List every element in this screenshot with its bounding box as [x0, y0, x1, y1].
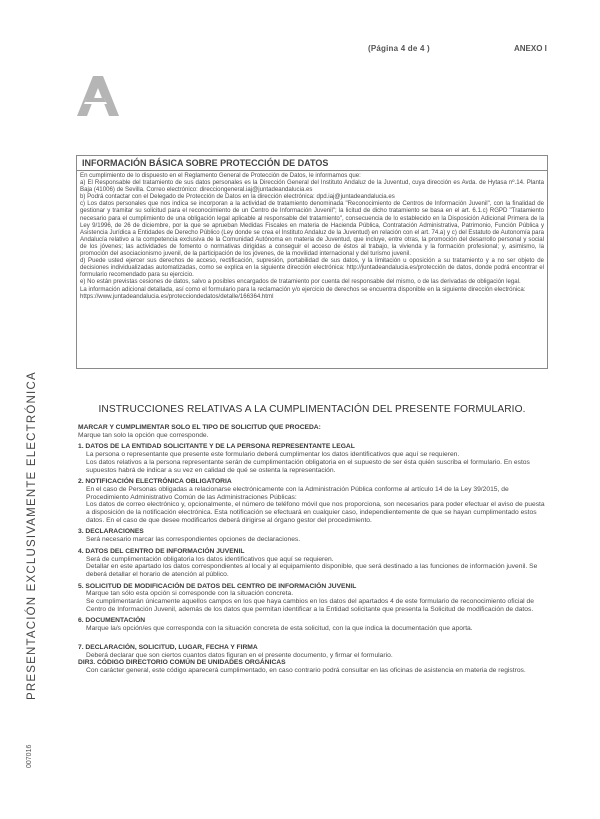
instruction-section: [78, 644, 548, 659]
instructions-title: INSTRUCCIONES RELATIVAS A LA CUMPLIMENTACIÓN DEL PRESENTE FORMULARIO.: [98, 404, 526, 415]
annex-label: ANEXO I: [514, 44, 547, 53]
protection-paragraph: En cumplimiento de lo dispuesto en el Reglamento General de Protección de Datos, le informamos que:: [80, 172, 361, 179]
instruction-section: [78, 617, 548, 632]
instruction-heading: 5. SOLICITUD DE MODIFICACIÓN DE DATOS DEL CENTRO DE INFORMACIÓN JUVENIL: [78, 582, 357, 590]
protection-paragraph: b) Podrá contactar con el Delegado de Protección de Datos en la dirección electrónica: dpd.iaj@juntadeandalucia.es: [80, 193, 395, 201]
instruction-text: Será de cumplimentación obligatoria los datos identificativos que aquí se requieren.: [86, 555, 334, 563]
instruction-text: Marque la/s opción/es que corresponda con la situación concreta de esta solicitud, con la que indica la documentación que aporta.: [86, 625, 473, 633]
instruction-text: Detallar en este apartado los datos correspondientes al local y al equipamiento disponible, que será destinado a las funciones de información juvenil. Se deberá detallar el horario de atención al público.: [86, 563, 538, 578]
instruction-heading: 6. DOCUMENTACIÓN: [78, 617, 146, 625]
instruction-text: La persona o representante que presente este formulario deberá cumplimentar los datos identificativos que aquí se requieren.: [86, 451, 460, 459]
instruction-heading: 2. NOTIFICACIÓN ELECTRÓNICA OBLIGATORIA: [78, 478, 232, 486]
protection-paragraph: e) No están previstas cesiones de datos, salvo a posibles encargados de tratamiento por cuenta del responsable del mismo, o de las derivadas de obligación legal.: [80, 278, 521, 286]
instruction-text: Marque tan sólo esta opción si corresponde con la situación concreta.: [86, 590, 294, 598]
instruction-section: [78, 528, 548, 543]
form-code: 007016: [26, 744, 33, 768]
data-protection-title: INFORMACIÓN BÁSICA SOBRE PROTECCIÓN DE DATOS: [77, 156, 547, 171]
instruction-text: Deberá declarar que son ciertos cuantos datos figuran en el presente documento, y firmar el formulario.: [86, 651, 393, 659]
instruction-heading: 4. DATOS DEL CENTRO DE INFORMACIÓN JUVENIL: [78, 547, 245, 555]
instruction-section: [78, 659, 548, 674]
instruction-section: [78, 478, 548, 524]
instruction-text: Se cumplimentarán únicamente aquellos campos en los que haya cambios en los datos del apartados 4 de este formulario de reconocimiento oficial de Centro de Información Juvenil, además de los datos que permitan identificar a la Entidad solicitante que presenta la Solicitud de modificación de datos.: [86, 598, 534, 613]
instruction-text: Con carácter general, este código aparecerá cumplimentado, en caso contrario podrá consultar en las oficinas de asistencia en materia de registros.: [86, 666, 526, 674]
junta-andalucia-logo: [76, 74, 120, 118]
instruction-text: Será necesario marcar las correspondientes opciones de declaraciones.: [86, 536, 301, 544]
vertical-presentation-label: PRESENTACIÓN EXCLUSIVAMENTE ELECTRÓNICA: [26, 371, 38, 700]
instruction-text: Los datos de correo electrónico y, opcionalmente, el número de teléfono móvil que nos proporciona, son necesarios para poder efectuar el aviso de puesta a disposición de la notificación electrónica. Esta notificación se efectuará en cualquier caso, independientemente de que se hayan cumplimentado estos datos. En el caso de que desee modificarlos deberá dirigirse al órgano gestor del procedimiento.: [86, 501, 545, 524]
protection-paragraph: La información adicional detallada, así como el formulario para la reclamación y/o ejercicio de derechos se encuentra disponible en la siguiente dirección electrónica:: [80, 285, 526, 293]
data-protection-body: [77, 171, 547, 300]
instruction-heading: 7. DECLARACIÓN, SOLICITUD, LUGAR, FECHA Y FIRMA: [78, 643, 258, 651]
instruction-text: Marque tan solo la opción que corresponde.: [78, 431, 209, 439]
instruction-heading: 3. DECLARACIONES: [78, 528, 144, 536]
instruction-text: Los datos relativos a la persona representante serán de cumplimentación obligatoria en el supuesto de ser ésta quién suscriba el formulario. En estos supuestos habrá de indicar a su vez en calidad de qué se ostenta la representación.: [86, 458, 530, 474]
instruction-heading: MARCAR Y CUMPLIMENTAR SOLO EL TIPO DE SOLICITUD QUE PROCEDA:: [78, 424, 321, 431]
instruction-heading: DIR3. CÓDIGO DIRECTORIO COMÚN DE UNIDADES ORGÁNICAS: [78, 659, 286, 667]
instruction-section: [78, 424, 548, 439]
instruction-heading: 1. DATOS DE LA ENTIDAD SOLICITANTE Y DE LA PERSONA REPRESENTANTE LEGAL: [78, 443, 355, 451]
instruction-text: En el caso de Personas obligadas a relacionarse electrónicamente con la Administración Pública conforme al artículo 14 de la Ley 39/2015, de Procedimiento Administrativo Común de las Administraciones Públicas:: [86, 485, 509, 501]
protection-paragraph: d) Puede usted ejercer sus derechos de acceso, rectificación, supresión, portabilidad de sus datos, y la limitación u oposición a su tratamiento y a no ser objeto de decisiones individualizadas automatizadas, como se explica en la siguiente dirección electrónica: http://juntadeandalucia.es/protección de datos, donde podrá encontrar el formulario recomendado para su ejercicio.: [80, 257, 544, 279]
instruction-section: [78, 548, 548, 579]
protection-paragraph: a) El Responsable del tratamiento de sus datos personales es la Dirección General del Instituto Andaluz de la Juventud, cuya dirección es Avda. de Hytasa nº.14. Planta Baja (41006) de Sevilla. Correo electrónico: direcciongeneral.iaj@juntadeandalucia.es: [80, 179, 544, 194]
protection-link[interactable]: https://www.juntadeandalucia.es/protecciondedatos/detalle/166364.html: [80, 292, 274, 300]
instruction-section: [78, 443, 548, 474]
data-protection-box: [76, 155, 548, 369]
page-indicator: (Página 4 de 4 ): [368, 44, 430, 53]
instruction-section: [78, 583, 548, 614]
instructions-list: [78, 424, 548, 679]
protection-paragraph: c) Los datos personales que nos indica se incorporan a la actividad de tratamiento denominada "Reconocimiento de Centros de Información Juvenil", con la finalidad de gestionar y tramitar su solicitud para el reconocimiento de un Centro de Información Juvenil"; la licitud de dicho tratamiento se basa en el art. 6.1.c) RGPD "Tratamiento necesario para el cumplimiento de una obligación legal aplicable al responsable del tratamiento", consecuencia de lo establecido en la Disposición Adicional Primera de la Ley 9/1996, de 26 de diciembre, por la que se aprueban Medidas Fiscales en materia de Hacienda Pública, Contratación Administrativa, Patrimonio, Función Pública y Asistencia Jurídica a Entidades de Derecho Público (Ley donde se crea el Instituto Andaluz de la Juventud) en relación con el art. 74.a) y c) del Estatuto de Autonomía para Andalucía relativo a la competencia exclusiva de la Comunidad Autónoma en materia de Juventud, que incluye, entre otras, la promoción del desarrollo personal y social de los jóvenes; las actividades de fomento o normativas dirigidas a conseguir el acceso de éstos al trabajo, la vivienda y la formación profesional; y, asimismo, la promoción del asociacionismo juvenil, de la participación de los jóvenes, de la movilidad internacional y del turismo juvenil.: [80, 200, 544, 258]
